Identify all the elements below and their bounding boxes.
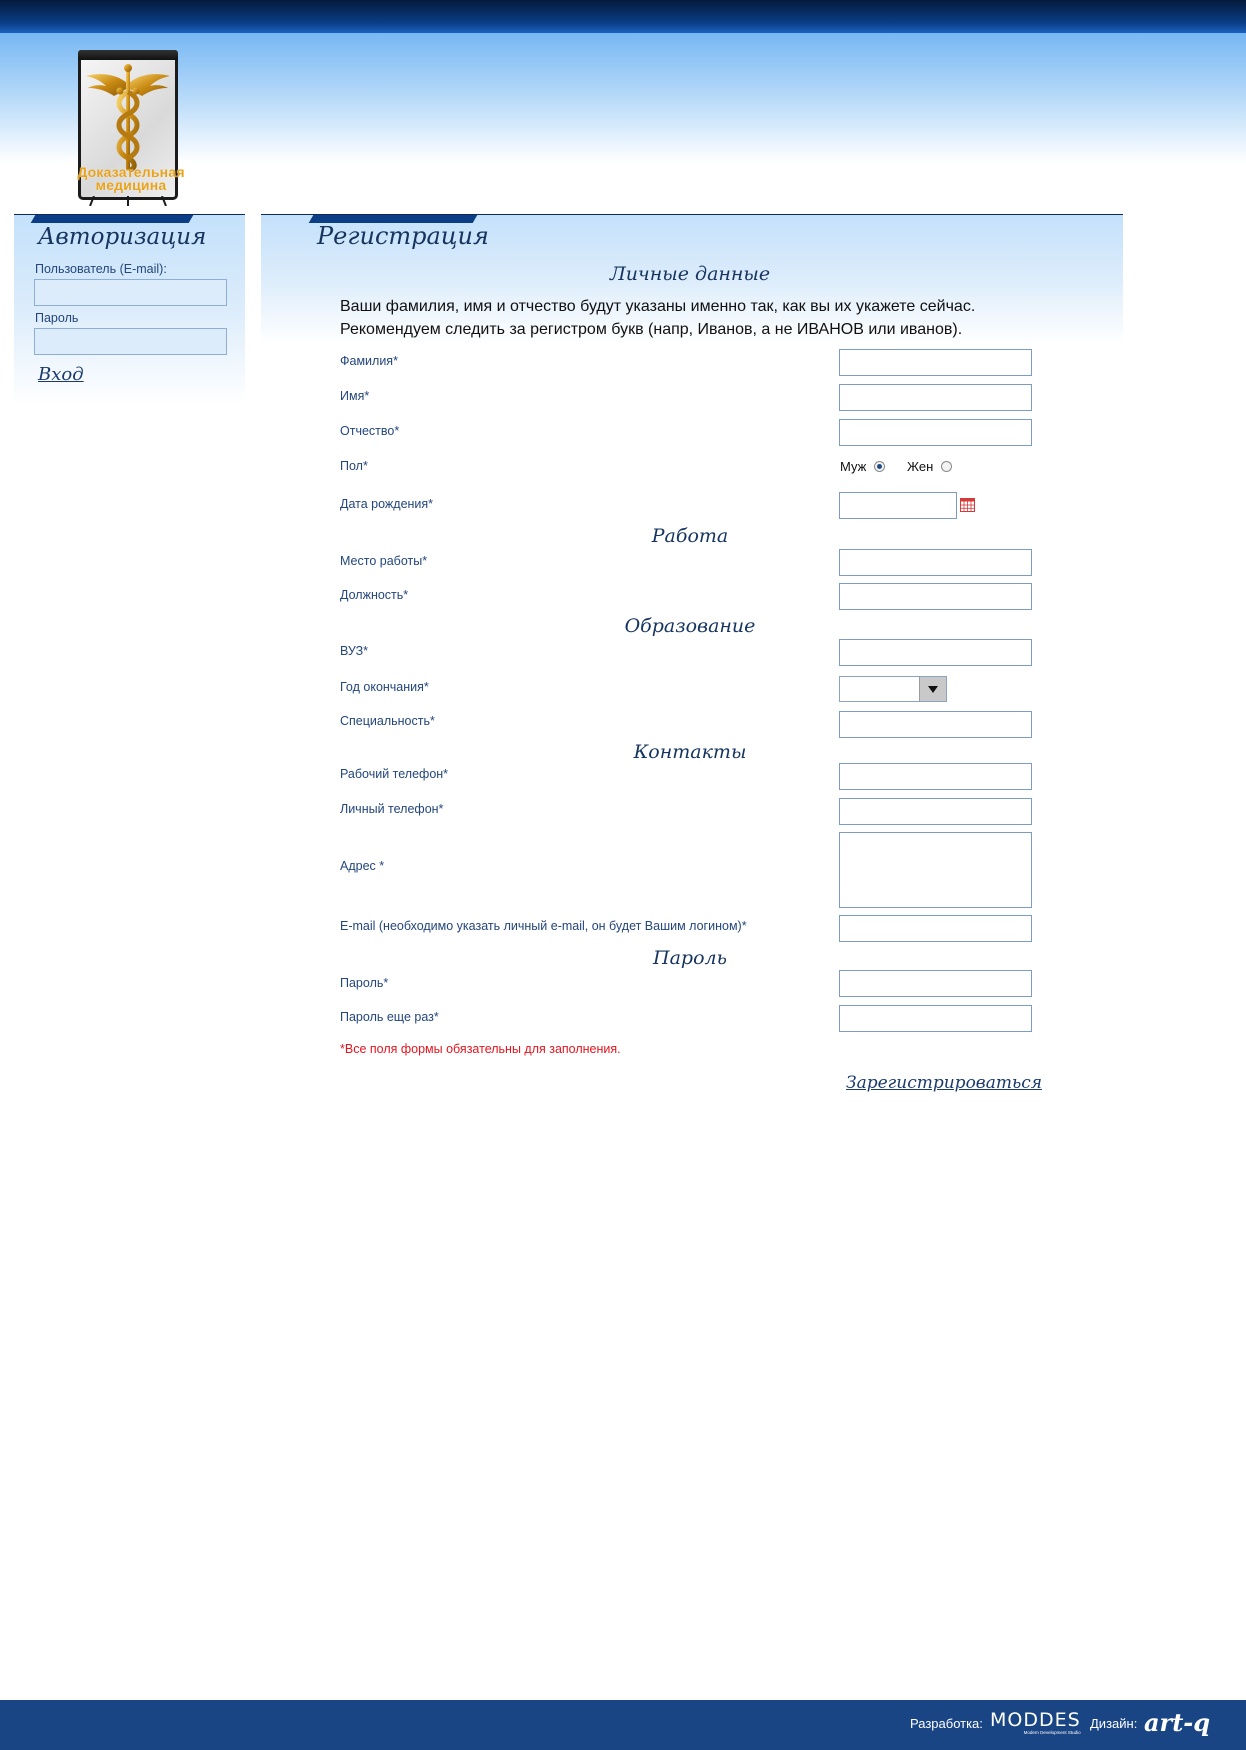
birth-date-label: Дата рождения* bbox=[340, 497, 434, 511]
email-input[interactable] bbox=[839, 915, 1032, 942]
patronymic-input[interactable] bbox=[839, 419, 1032, 446]
logo-clip bbox=[78, 50, 178, 60]
development-label: Разработка: bbox=[910, 1716, 983, 1731]
section-password: Пароль bbox=[653, 947, 727, 969]
caduceus-icon bbox=[78, 62, 178, 172]
email-label: E-mail (необходимо указать личный e-mail, он будет Вашим логином)* bbox=[340, 919, 747, 933]
logo-stand bbox=[88, 196, 168, 206]
moddes-tagline: Modern Development Studio bbox=[1023, 1730, 1081, 1735]
register-link[interactable]: Зарегистрироваться bbox=[846, 1073, 1042, 1093]
position-input[interactable] bbox=[839, 583, 1032, 610]
birth-date-input[interactable] bbox=[839, 492, 957, 519]
top-bar bbox=[0, 0, 1246, 33]
gender-male-label: Муж bbox=[840, 459, 867, 474]
graduation-year-label: Год окончания* bbox=[340, 680, 429, 694]
first-name-input[interactable] bbox=[839, 384, 1032, 411]
work-phone-input[interactable] bbox=[839, 763, 1032, 790]
password-repeat-input[interactable] bbox=[839, 1005, 1032, 1032]
artq-logo[interactable]: art-q bbox=[1144, 1708, 1211, 1737]
required-fields-note: *Все поля формы обязательны для заполнения. bbox=[340, 1042, 621, 1056]
position-label: Должность* bbox=[340, 588, 409, 602]
last-name-label: Фамилия* bbox=[340, 354, 398, 368]
registration-title: Регистрация bbox=[317, 222, 489, 250]
auth-password-input[interactable] bbox=[34, 328, 227, 355]
address-textarea[interactable] bbox=[839, 832, 1032, 908]
logo-text: Доказательная медицина bbox=[77, 164, 185, 193]
auth-password-label: Пароль bbox=[35, 311, 79, 325]
password-input[interactable] bbox=[839, 970, 1032, 997]
section-contacts: Контакты bbox=[633, 741, 747, 763]
workplace-input[interactable] bbox=[839, 549, 1032, 576]
gender-label: Пол* bbox=[340, 459, 368, 473]
auth-panel-tab bbox=[31, 215, 194, 223]
calendar-icon[interactable] bbox=[960, 498, 975, 512]
patronymic-label: Отчество* bbox=[340, 424, 400, 438]
intro-line-2: Рекомендуем следить за регистром букв (напр, Иванов, а не ИВАНОВ или иванов). bbox=[340, 321, 963, 338]
password-label: Пароль* bbox=[340, 976, 389, 990]
workplace-label: Место работы* bbox=[340, 554, 428, 568]
specialty-input[interactable] bbox=[839, 711, 1032, 738]
gender-male-option[interactable] bbox=[840, 459, 885, 474]
gender-male-radio[interactable] bbox=[874, 461, 885, 472]
auth-user-label: Пользователь (E-mail): bbox=[35, 262, 167, 276]
section-work: Работа bbox=[651, 525, 729, 547]
university-label: ВУЗ* bbox=[340, 644, 369, 658]
last-name-input[interactable] bbox=[839, 349, 1032, 376]
gender-female-option[interactable] bbox=[907, 459, 952, 474]
section-education: Образование bbox=[624, 615, 756, 637]
design-label: Дизайн: bbox=[1090, 1716, 1138, 1731]
site-logo[interactable] bbox=[66, 50, 196, 206]
university-input[interactable] bbox=[839, 639, 1032, 666]
dropdown-arrow-icon[interactable] bbox=[919, 677, 946, 701]
auth-title: Авторизация bbox=[38, 224, 207, 250]
personal-phone-label: Личный телефон* bbox=[340, 802, 444, 816]
gender-female-label: Жен bbox=[907, 459, 934, 474]
login-link[interactable]: Вход bbox=[38, 364, 84, 385]
gender-female-radio[interactable] bbox=[941, 461, 952, 472]
moddes-name: MODDES bbox=[990, 1709, 1081, 1731]
address-label: Адрес * bbox=[340, 859, 385, 873]
specialty-label: Специальность* bbox=[340, 714, 435, 728]
auth-user-input[interactable] bbox=[34, 279, 227, 306]
password-repeat-label: Пароль еще раз* bbox=[340, 1010, 439, 1024]
footer bbox=[0, 1700, 1246, 1750]
section-personal: Личные данные bbox=[609, 263, 771, 285]
registration-intro bbox=[340, 295, 1040, 341]
graduation-year-select[interactable] bbox=[839, 676, 947, 702]
first-name-label: Имя* bbox=[340, 389, 370, 403]
intro-line-1: Ваши фамилия, имя и отчество будут указаны именно так, как вы их укажете сейчас. bbox=[340, 298, 976, 315]
work-phone-label: Рабочий телефон* bbox=[340, 767, 449, 781]
personal-phone-input[interactable] bbox=[839, 798, 1032, 825]
moddes-logo[interactable] bbox=[990, 1710, 1081, 1736]
